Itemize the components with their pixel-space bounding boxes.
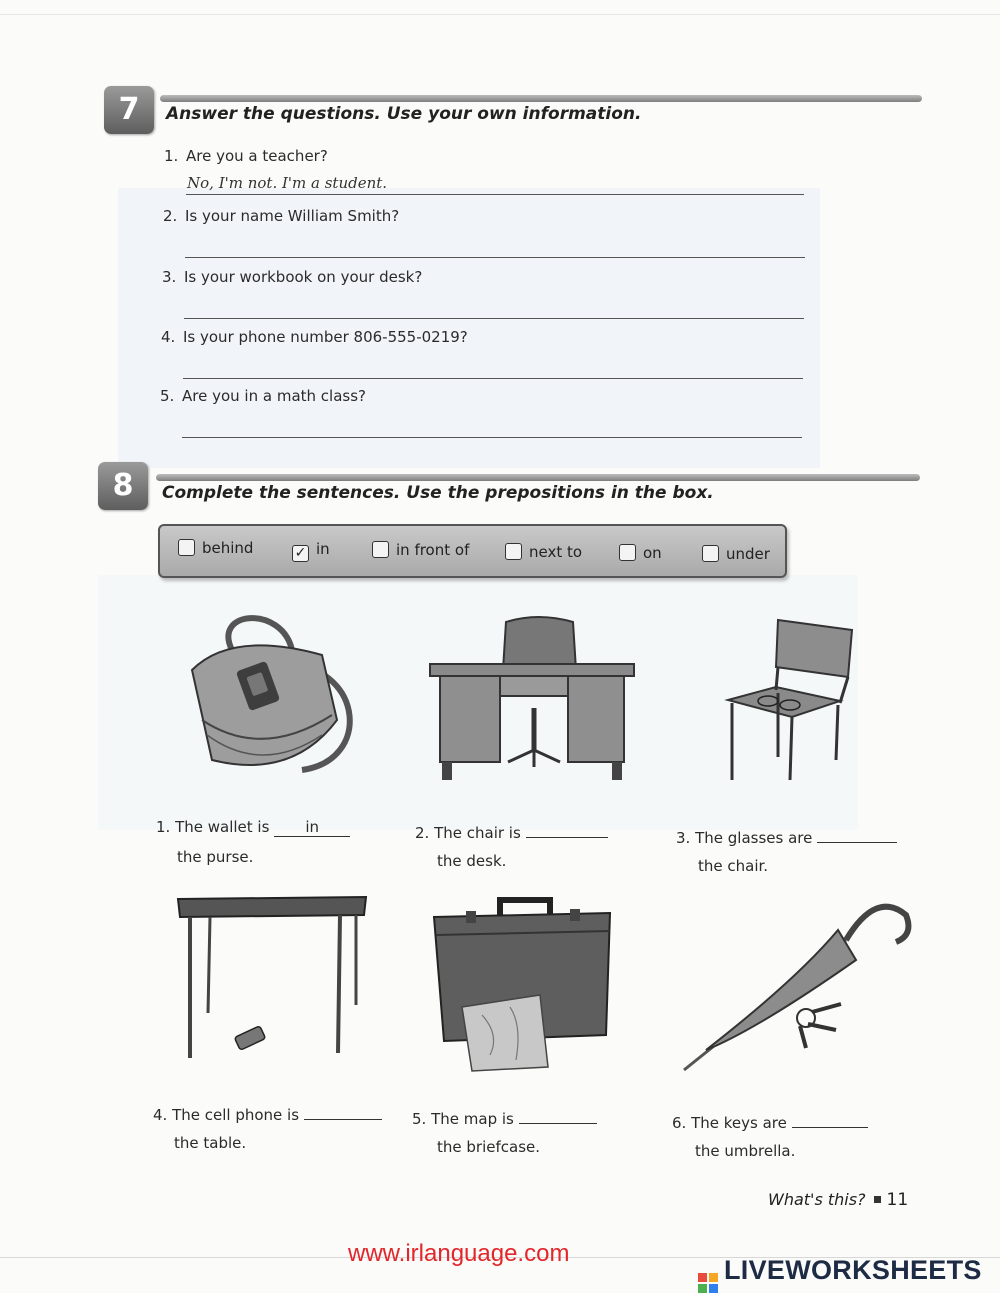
answer-line-2[interactable] xyxy=(185,257,805,258)
liveworksheets-logo: LIVEWORKSHEETS xyxy=(698,1255,982,1293)
question-2: 2. Is your name William Smith? xyxy=(163,207,400,225)
checkbox-in-front-of[interactable] xyxy=(372,541,389,558)
section-8-number: 8 xyxy=(98,462,148,510)
umbrella-illustration xyxy=(676,900,916,1075)
option-on[interactable]: on xyxy=(619,544,662,562)
question-1: 1. Are you a teacher? xyxy=(164,147,328,165)
page-title: What's this? xyxy=(768,1190,866,1209)
question-4: 4. Is your phone number 806-555-0219? xyxy=(161,328,468,346)
sentence-1-end: the purse. xyxy=(177,848,254,866)
blank-3[interactable] xyxy=(817,827,897,843)
chair-illustration xyxy=(720,615,860,785)
desk-illustration xyxy=(428,612,638,782)
answer-line-4[interactable] xyxy=(183,378,803,379)
option-next-to[interactable]: next to xyxy=(505,543,582,561)
option-behind[interactable]: behind xyxy=(178,539,253,557)
blank-1[interactable]: in xyxy=(274,821,350,837)
sentence-2: 2. The chair is xyxy=(415,822,608,842)
sentence-3-end: the chair. xyxy=(698,857,769,875)
option-under[interactable]: under xyxy=(702,545,770,563)
question-3: 3. Is your workbook on your desk? xyxy=(162,268,423,286)
question-5: 5. Are you in a math class? xyxy=(160,387,366,405)
option-in-front-of[interactable]: in front of xyxy=(372,541,469,559)
blank-2[interactable] xyxy=(526,822,608,838)
sentence-5: 5. The map is xyxy=(412,1108,597,1128)
sentence-1: 1. The wallet is in xyxy=(156,818,350,837)
section-7-bar xyxy=(160,95,922,102)
section-8-bar xyxy=(156,474,920,481)
checkbox-on[interactable] xyxy=(619,544,636,561)
page-number: 11 xyxy=(886,1190,909,1210)
blank-6[interactable] xyxy=(792,1112,868,1128)
section-8-title: Complete the sentences. Use the prepositions in the box. xyxy=(162,483,714,503)
blank-4[interactable] xyxy=(304,1104,382,1120)
briefcase-illustration xyxy=(430,895,620,1075)
answer-line-1 xyxy=(186,194,804,195)
page-footer xyxy=(768,1190,908,1210)
table-illustration xyxy=(170,893,370,1063)
website-watermark[interactable]: www.irlanguage.com xyxy=(348,1240,570,1267)
checkbox-behind[interactable] xyxy=(178,539,195,556)
sentence-6-end: the umbrella. xyxy=(695,1142,796,1160)
preposition-word-box xyxy=(158,524,787,578)
purse-illustration xyxy=(172,610,362,790)
checkbox-in[interactable]: ✓ xyxy=(292,545,309,562)
liveworksheets-icon xyxy=(698,1273,718,1293)
sentence-4: 4. The cell phone is xyxy=(153,1104,382,1124)
answer-line-5[interactable] xyxy=(182,437,802,438)
answer-1[interactable]: No, I'm not. I'm a student. xyxy=(187,174,388,192)
section-7-number: 7 xyxy=(104,86,154,134)
option-in[interactable]: ✓ in xyxy=(292,540,330,562)
checkbox-next-to[interactable] xyxy=(505,543,522,560)
checkbox-under[interactable] xyxy=(702,545,719,562)
answer-line-3[interactable] xyxy=(184,318,804,319)
sentence-3: 3. The glasses are xyxy=(676,827,897,847)
sentence-4-end: the table. xyxy=(174,1134,247,1152)
sentence-5-end: the briefcase. xyxy=(437,1138,541,1156)
bullet-square-icon xyxy=(874,1196,881,1203)
blank-5[interactable] xyxy=(519,1108,597,1124)
sentence-6: 6. The keys are xyxy=(672,1112,868,1132)
sentence-2-end: the desk. xyxy=(437,852,507,870)
section-7-title: Answer the questions. Use your own information. xyxy=(166,104,642,124)
